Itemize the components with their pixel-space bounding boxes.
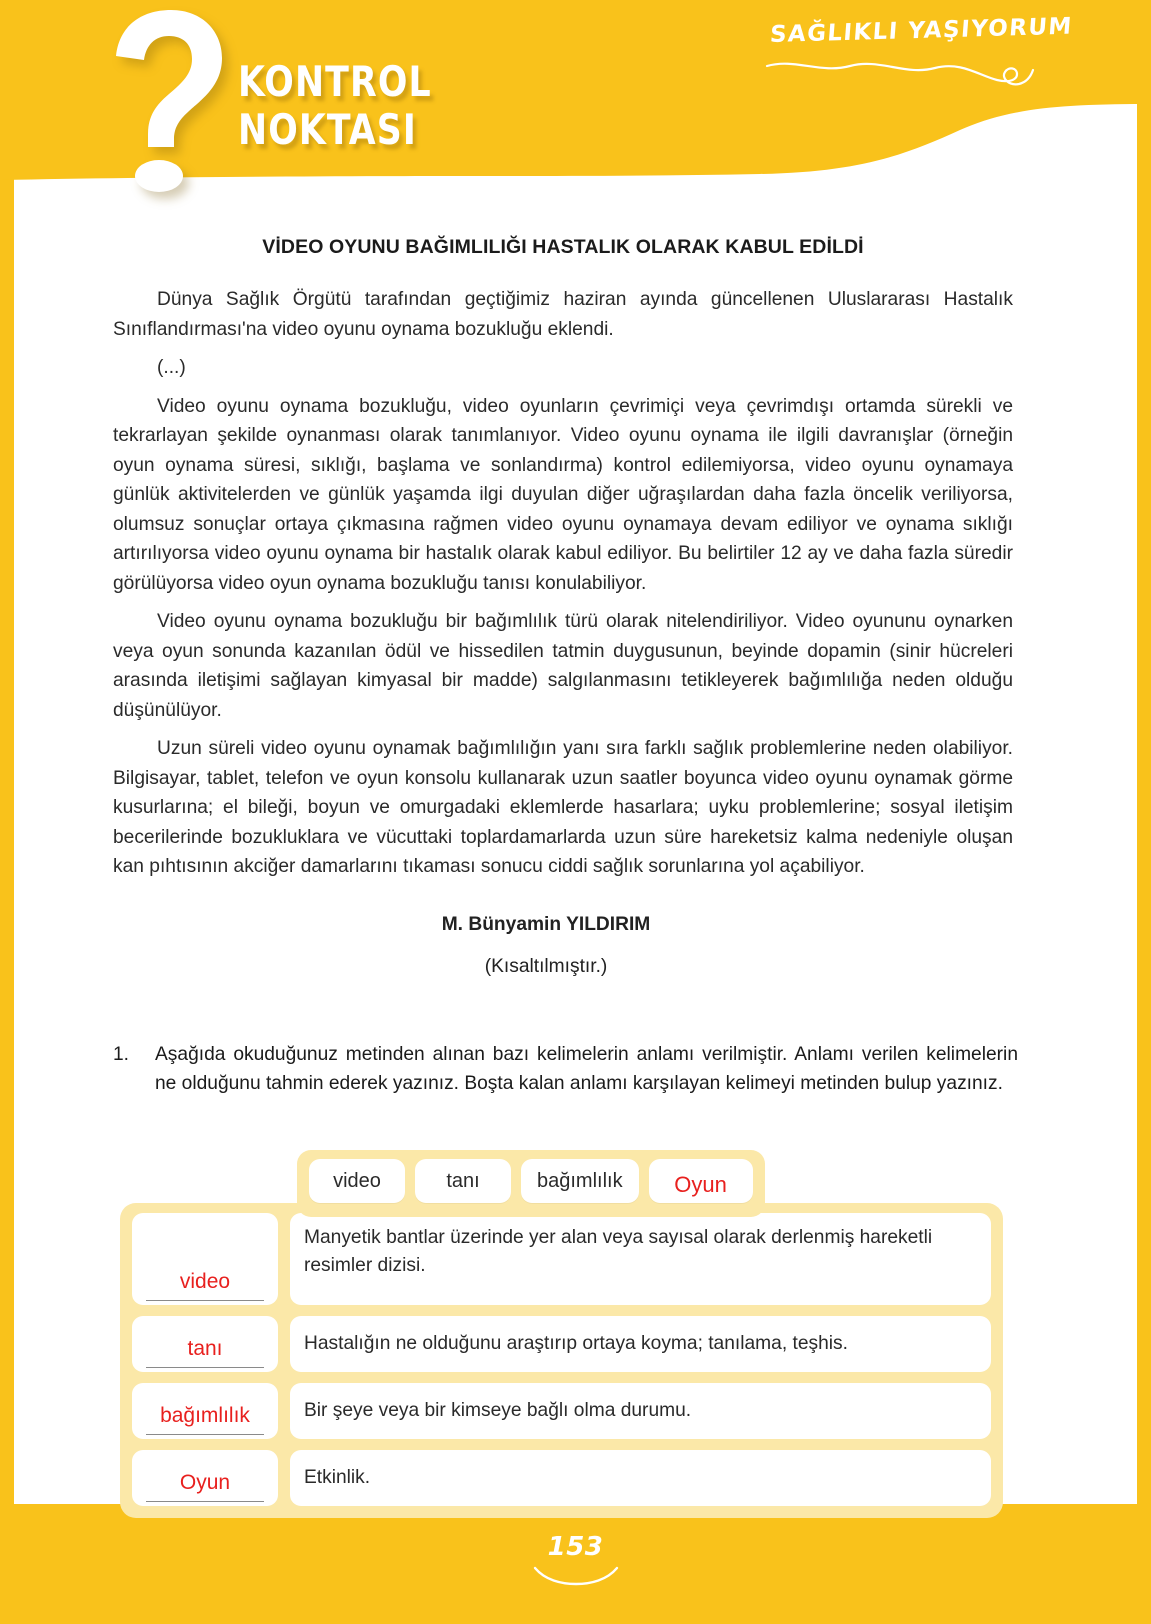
word-bank: [297, 1150, 765, 1217]
answer-definition: Hastalığın ne olduğunu araştırıp ortaya koyma; tanılama, teşhis.: [290, 1316, 991, 1372]
question-text: Aşağıda okuduğunuz metinden alınan bazı kelimelerin anlamı verilmiştir. Anlamı verilen kelimelerin ne olduğunu tahmin ederek yazınız. Boşta kalan anlamı karşılayan kelimeyi metinden bulup yazınız.: [155, 1044, 1018, 1094]
word-bank-chip[interactable]: video: [309, 1159, 405, 1203]
answer-word-cell[interactable]: [132, 1450, 278, 1506]
answer-row: [132, 1316, 991, 1372]
article-paragraph: Video oyunu oynama bozukluğu, video oyunların çevrimiçi veya çevrimdışı ortamda sürekli ve tekrarlayan şekilde oynanması olarak tanımlanıyor. Video oyunu oynama ile ilgili davranışlar (örneğin oyun oynama süresi, sıklığı, başlama ve sonlandırma) kontrol edilemiyorsa, video oyunu oynamaya günlük aktivitelerden ve günlük yaşamda ilgi duyulan diğer uğraşılardan daha fazla öncelik veriliyorsa, olumsuz sonuçlar ortaya çıkmasına rağmen video oyunu oynamaya devam ediliyor ve oynama sıklığı artırılıyorsa video oyunu oynama bir hastalık olarak kabul ediliyor. Bu belirtiler 12 ay ve daha fazla süredir görülüyorsa video oyun oynama bozukluğu tanısı konulabiliyor.: [113, 395, 1013, 594]
right-yellow-band: [1137, 0, 1151, 1624]
article-title: VİDEO OYUNU BAĞIMLILIĞI HASTALIK OLARAK KABUL EDİLDİ: [262, 236, 864, 258]
answer-row: [132, 1450, 991, 1506]
left-yellow-band: [0, 0, 14, 1624]
word-bank-chip-answer[interactable]: Oyun: [649, 1159, 753, 1203]
answer-word: video: [146, 1270, 264, 1301]
answer-word: tanı: [146, 1337, 264, 1368]
question-number: 1.: [113, 1044, 130, 1065]
answer-word: Oyun: [146, 1471, 264, 1502]
answer-definition: Bir şeye veya bir kimseye bağlı olma durumu.: [290, 1383, 991, 1439]
page-header: [0, 0, 1151, 200]
answer-word: bağımlılık: [146, 1404, 264, 1435]
page-footer: [0, 1504, 1151, 1624]
article-author: M. Bünyamin YILDIRIM: [441, 913, 651, 935]
article-paragraph-ellipsis: (...): [157, 357, 186, 378]
answer-definition: Manyetik bantlar üzerinde yer alan veya sayısal olarak derlenmiş hareketli resimler dizisi.: [290, 1213, 991, 1305]
brand-squiggle-icon: [765, 56, 1035, 96]
article-note: (Kısaltılmıştır.): [484, 955, 608, 977]
question-1: [113, 1040, 1018, 1098]
answer-row: [132, 1213, 991, 1305]
article-paragraph: Uzun süreli video oyunu oynamak bağımlılığın yanı sıra farklı sağlık problemlerine neden olabiliyor. Bilgisayar, tablet, telefon ve oyun konsolu kullanarak uzun saatler boyunca video oyunu oynamak görme kusurlarına; el bileği, boyun ve omurgadaki eklemlerde hasarlara; uyku problemlerine; sosyal iletişim becerilerinde bozukluklara ve vücuttaki toplardamarlarda uzun süre hareketsiz kalma nedeniyle oluşan kan pıhtısının akciğer damarlarını tıkaması sonucu ciddi sağlık sorunlarına yol açabiliyor.: [113, 738, 1013, 877]
question-mark-icon: [108, 8, 228, 193]
answer-word-cell[interactable]: [132, 1213, 278, 1305]
answer-table: [120, 1203, 1003, 1518]
page-number: 153: [547, 1532, 604, 1562]
answer-row: [132, 1383, 991, 1439]
brand-mark: [768, 13, 1074, 92]
article: [113, 236, 1013, 978]
article-paragraph: Dünya Sağlık Örgütü tarafından geçtiğimiz haziran ayında güncellenen Uluslararası Hastalık Sınıflandırması'na video oyunu oynama bozukluğu eklendi.: [113, 289, 1013, 340]
answer-word-cell[interactable]: [132, 1316, 278, 1372]
article-paragraph: Video oyunu oynama bozukluğu bir bağımlılık türü olarak nitelendiriliyor. Video oyununu oynarken veya oyun sonunda kazanılan ödül ve hissedilen tatmin duygusunun, beyinde dopamin (sinir hücreleri arasında iletişimi sağlayan kimyasal bir madde) salgılanmasını tetikleyerek bağımlılığa neden olduğu düşünülüyor.: [113, 611, 1013, 721]
brand-text: SAĞLIKLI YAŞIYORUM: [768, 13, 1074, 49]
answer-word-cell[interactable]: [132, 1383, 278, 1439]
page-title: [238, 58, 432, 154]
answer-definition: Etkinlik.: [290, 1450, 991, 1506]
page-title-line-2: NOKTASI: [238, 105, 417, 154]
page-title-line-1: KONTROL: [238, 57, 432, 106]
word-bank-chip[interactable]: tanı: [415, 1159, 511, 1203]
word-bank-chip[interactable]: bağımlılık: [521, 1159, 639, 1203]
page-number-swoosh-icon: [531, 1564, 621, 1586]
